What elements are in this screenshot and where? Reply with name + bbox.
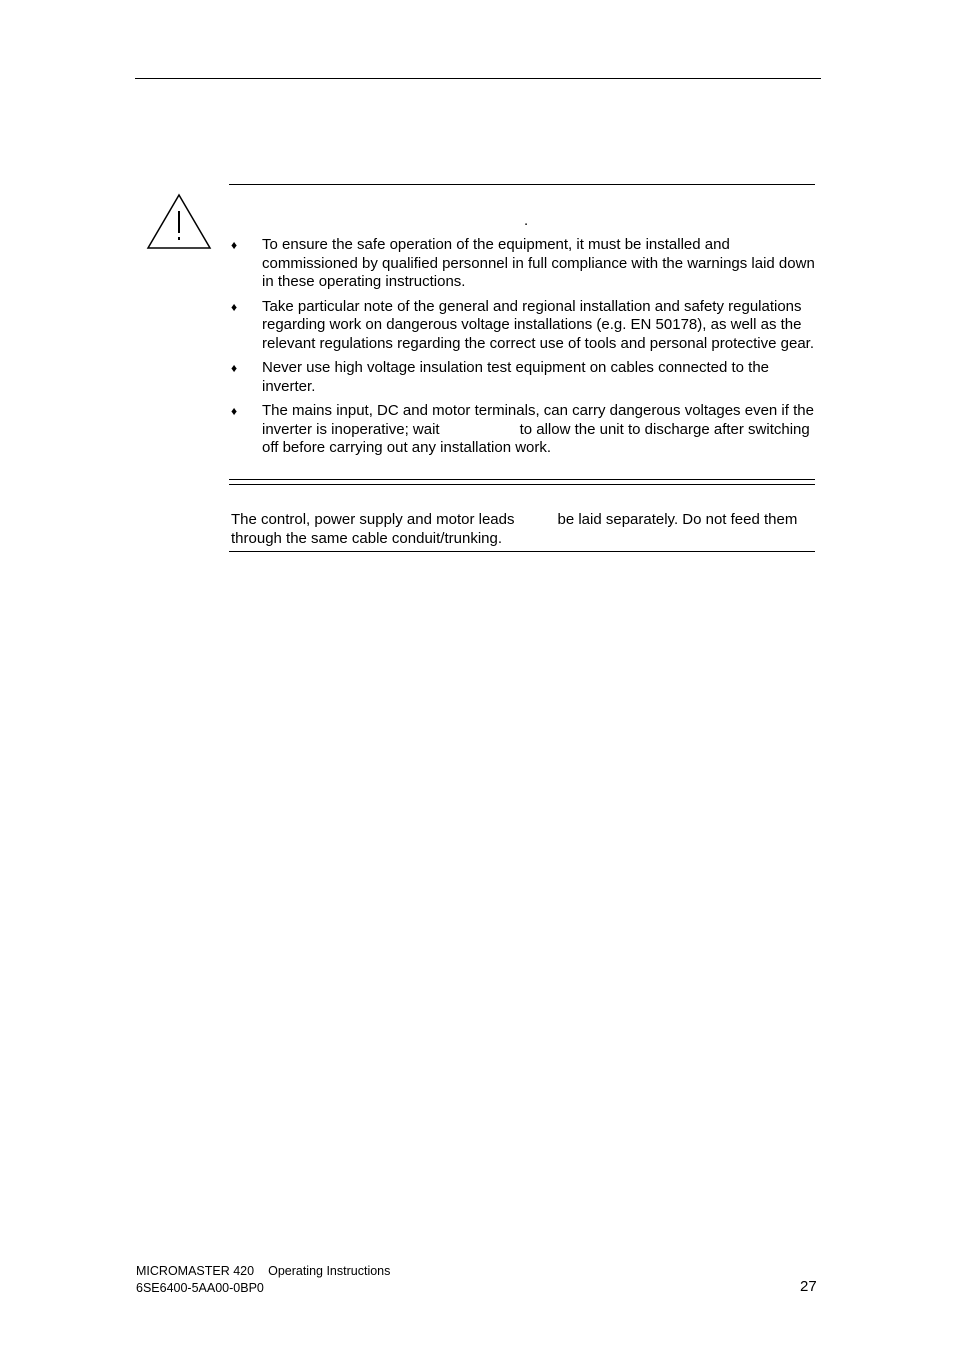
warning-item-text: Never use high voltage insulation test equipment on cables connected to the inverter.	[262, 359, 769, 395]
footer-info	[136, 1263, 390, 1296]
diamond-bullet-icon: ♦	[231, 299, 238, 314]
list-item	[231, 236, 817, 292]
warning-item-text: To ensure the safe operation of the equipment, it must be installed and commissioned by qualified personnel in full compliance with the warnings laid down in these operating instructions.	[262, 236, 815, 290]
warning-item-text: Take particular note of the general and regional installation and safety regulations regarding work on dangerous voltage installations (e.g. EN 50178), as well as the relevant regulations regarding the correct use of tools and personal protective gear.	[262, 297, 814, 352]
list-item	[231, 402, 817, 458]
warning-heading-dot: .	[524, 212, 529, 229]
list-item	[231, 359, 817, 396]
caution-text-part1: The control, power supply and motor leads	[231, 511, 515, 528]
list-item	[231, 298, 817, 354]
warning-top-rule	[229, 184, 815, 185]
footer-product: MICROMASTER 420	[136, 1264, 255, 1278]
warning-item-text-part1: The mains input, DC and motor terminals, can carry dangerous voltages even if the inverter is inoperative; wait	[262, 402, 814, 438]
caution-text	[231, 511, 817, 548]
warning-list	[231, 236, 817, 464]
page-number: 27	[800, 1278, 817, 1295]
caution-text-part2: be laid separately. Do not feed them through the same cable conduit/trunking.	[231, 511, 798, 547]
header-rule	[135, 78, 821, 79]
caution-top-rule	[229, 484, 815, 485]
warning-item-text-part2: to allow the unit to discharge after switching off before carrying out any installation work.	[262, 420, 810, 456]
diamond-bullet-icon: ♦	[231, 238, 238, 252]
footer-doc-type: Operating Instructions	[268, 1264, 391, 1278]
caution-bottom-rule	[229, 551, 815, 552]
warning-bottom-rule	[229, 479, 815, 480]
footer-order-number: 6SE6400-5AA00-0BP0	[136, 1280, 264, 1295]
diamond-bullet-icon: ♦	[231, 361, 238, 375]
warning-triangle-icon	[146, 193, 212, 250]
diamond-bullet-icon: ♦	[231, 404, 238, 418]
